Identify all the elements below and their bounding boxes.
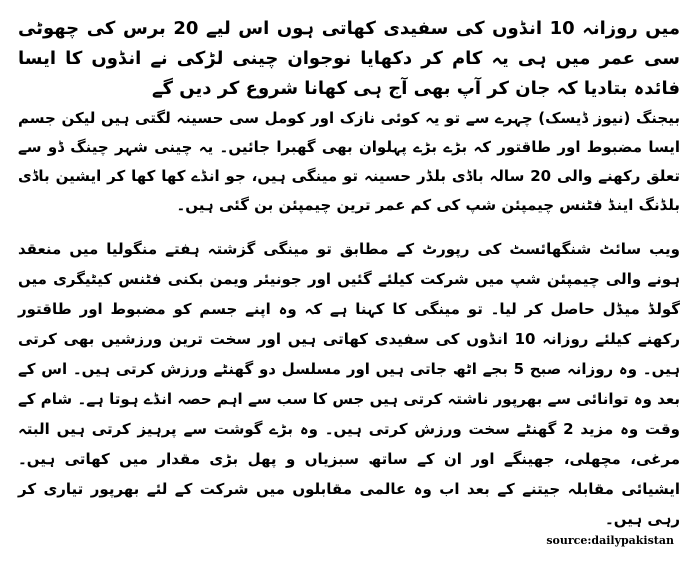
lead-paragraph: بیجنگ (نیوز ڈیسک) چہرے سے تو یہ کوئی نازک اور کومل سی حسینہ لگتی ہیں لیکن جسم ایسا مضبوط اور طاقتور کہ بڑے بڑے پہلوان بھی گھبرا جائیں۔ یہ چینی شہر چینگ ڈو سے تعلق رکھنے والی 20 سالہ باڈی بلڈر حسینہ تو مینگی ہیں، جو انڈے کھا کھا کر ایشین باڈی بلڈنگ اینڈ فٹنس چیمپئن شپ کی کم عمر ترین چیمپئن بن گئی ہیں۔ xyxy=(18,109,681,214)
body-paragraph: ویب سائٹ شنگھائسٹ کی رپورٹ کے مطابق تو مینگی گزشتہ ہفتے منگولیا میں منعقد ہونے والی چیمپئن شپ میں شرکت کیلئے گئیں اور جونیئر ویمن بکنی فٹنس کیٹیگری میں گولڈ میڈل حاصل کر لیا۔ تو مینگی کا کہنا ہے کہ وہ اپنے جسم کو مضبوط اور طاقتور رکھنے کیلئے روزانہ 10 انڈوں کی سفیدی کھاتی ہیں اور سخت ترین ورزشیں بھی کرتی ہیں۔ وہ روزانہ صبح 5 بجے اٹھ جاتی ہیں اور مسلسل دو گھنٹے ورزش کرتی ہیں۔ اس کے بعد وہ توانائی سے بھرپور ناشتہ کرتی ہیں جس کا سب سے اہم حصہ انڈے ہوتا ہے۔ شام کے وقت وہ مزید 2 گھنٹے سخت ورزش کرتی ہیں۔ وہ بڑے گوشت سے پرہیز کرتی ہیں البتہ مرغی، مچھلی، جھینگے اور ان کے ساتھ سبزیاں و پھل بڑی مقدار میں کھاتی ہیں۔ ایشیائی مقابلہ جیتنے کے بعد اب وہ عالمی مقابلوں میں شرکت کے لئے بھرپور تیاری کر رہی ہیں۔ xyxy=(18,240,681,528)
intro-paragraph: میں روزانہ 10 انڈوں کی سفیدی کھاتی ہوں اس لیے 20 برس کی چھوٹی سی عمر میں ہی یہ کام کر دکھایا نوجوان چینی لڑکی نے انڈوں کا ایسا فائدہ بتادیا کہ جان کر آپ بھی آج ہی کھانا شروع کر دیں گے xyxy=(18,18,680,99)
source-credit: source:dailypakistan xyxy=(546,534,674,547)
